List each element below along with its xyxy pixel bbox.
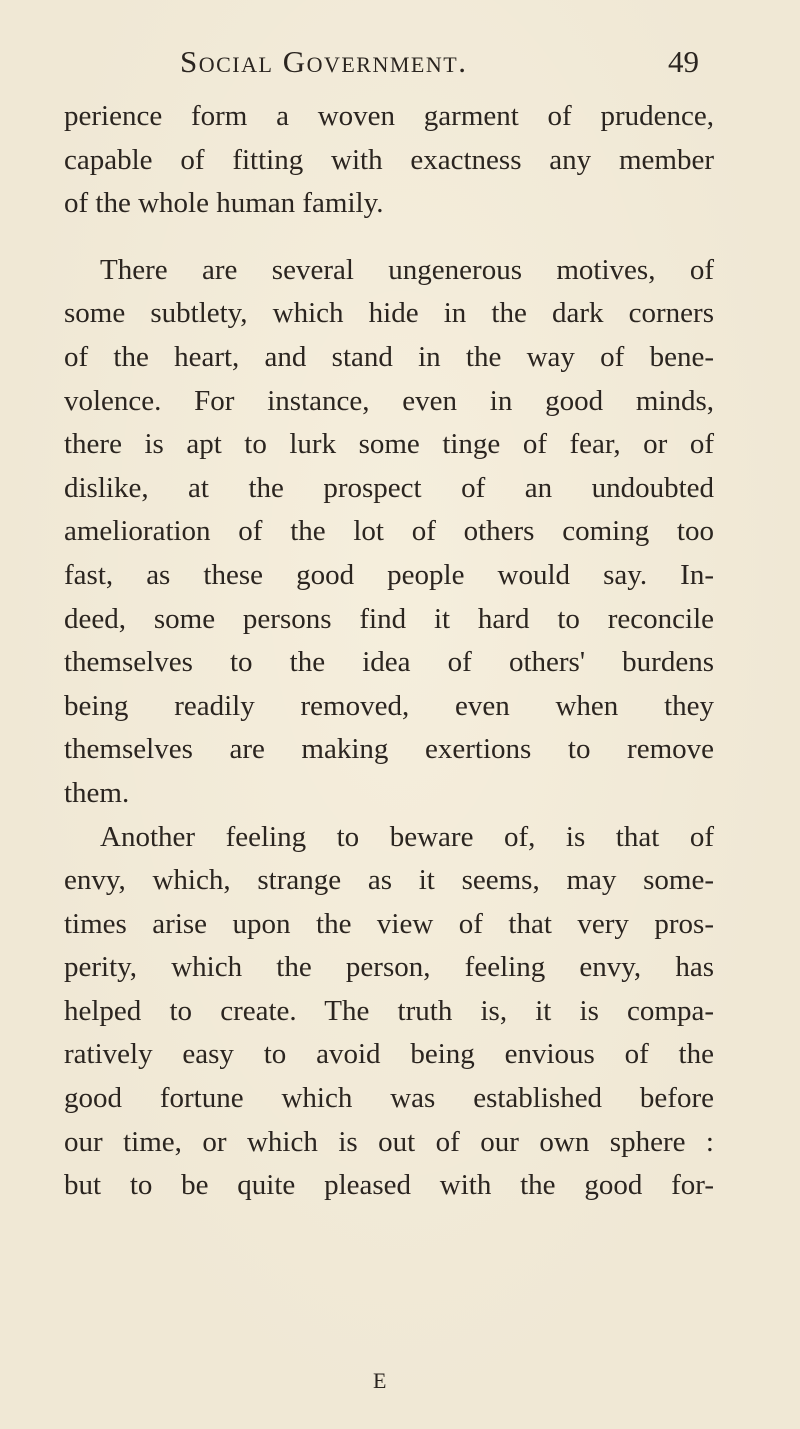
text-line: of the heart, and stand in the way of bene- bbox=[64, 340, 714, 373]
paragraph-gap bbox=[64, 226, 714, 249]
text-line: volence. For instance, even in good minds, bbox=[64, 384, 714, 417]
text-line: our time, or which is out of our own sphere : bbox=[64, 1125, 714, 1158]
text-line: good fortune which was established before bbox=[64, 1082, 714, 1115]
text-line: themselves are making exertions to remove bbox=[64, 733, 714, 766]
text-line: of the whole human family. bbox=[64, 187, 384, 220]
text-line: capable of fitting with exactness any member bbox=[64, 143, 714, 176]
signature-mark: E bbox=[373, 1368, 388, 1393]
text-line: but to be quite pleased with the good for- bbox=[64, 1169, 714, 1202]
text-line: envy, which, strange as it seems, may some- bbox=[64, 864, 714, 897]
text-line: ratively easy to avoid being envious of the bbox=[64, 1038, 714, 1071]
running-head bbox=[0, 44, 800, 94]
text-line: them. bbox=[64, 776, 130, 809]
paragraph bbox=[64, 95, 714, 226]
body-text bbox=[64, 95, 714, 1208]
text-line: fast, as these good people would say. In- bbox=[64, 558, 714, 591]
text-line: deed, some persons find it hard to reconcile bbox=[64, 602, 714, 635]
text-line: there is apt to lurk some tinge of fear, or of bbox=[64, 428, 714, 461]
text-line: times arise upon the view of that very pros- bbox=[64, 907, 714, 940]
text-line: perience form a woven garment of prudence, bbox=[64, 100, 714, 132]
text-line: dislike, at the prospect of an undoubted bbox=[64, 471, 714, 504]
text-line: some subtlety, which hide in the dark corners bbox=[64, 297, 714, 330]
text-line: themselves to the idea of others' burdens bbox=[64, 646, 714, 679]
paragraph bbox=[64, 249, 714, 816]
paragraph bbox=[64, 816, 714, 1208]
text-line: being readily removed, even when they bbox=[64, 689, 714, 722]
running-title: Social Government. bbox=[180, 44, 468, 79]
text-line: perity, which the person, feeling envy, has bbox=[64, 951, 714, 984]
text-line: helped to create. The truth is, it is compa- bbox=[64, 994, 714, 1027]
text-line: There are several ungenerous motives, of bbox=[100, 253, 714, 286]
page-number: 49 bbox=[668, 44, 699, 79]
text-line: amelioration of the lot of others coming too bbox=[64, 515, 714, 548]
text-line: Another feeling to beware of, is that of bbox=[100, 820, 714, 853]
